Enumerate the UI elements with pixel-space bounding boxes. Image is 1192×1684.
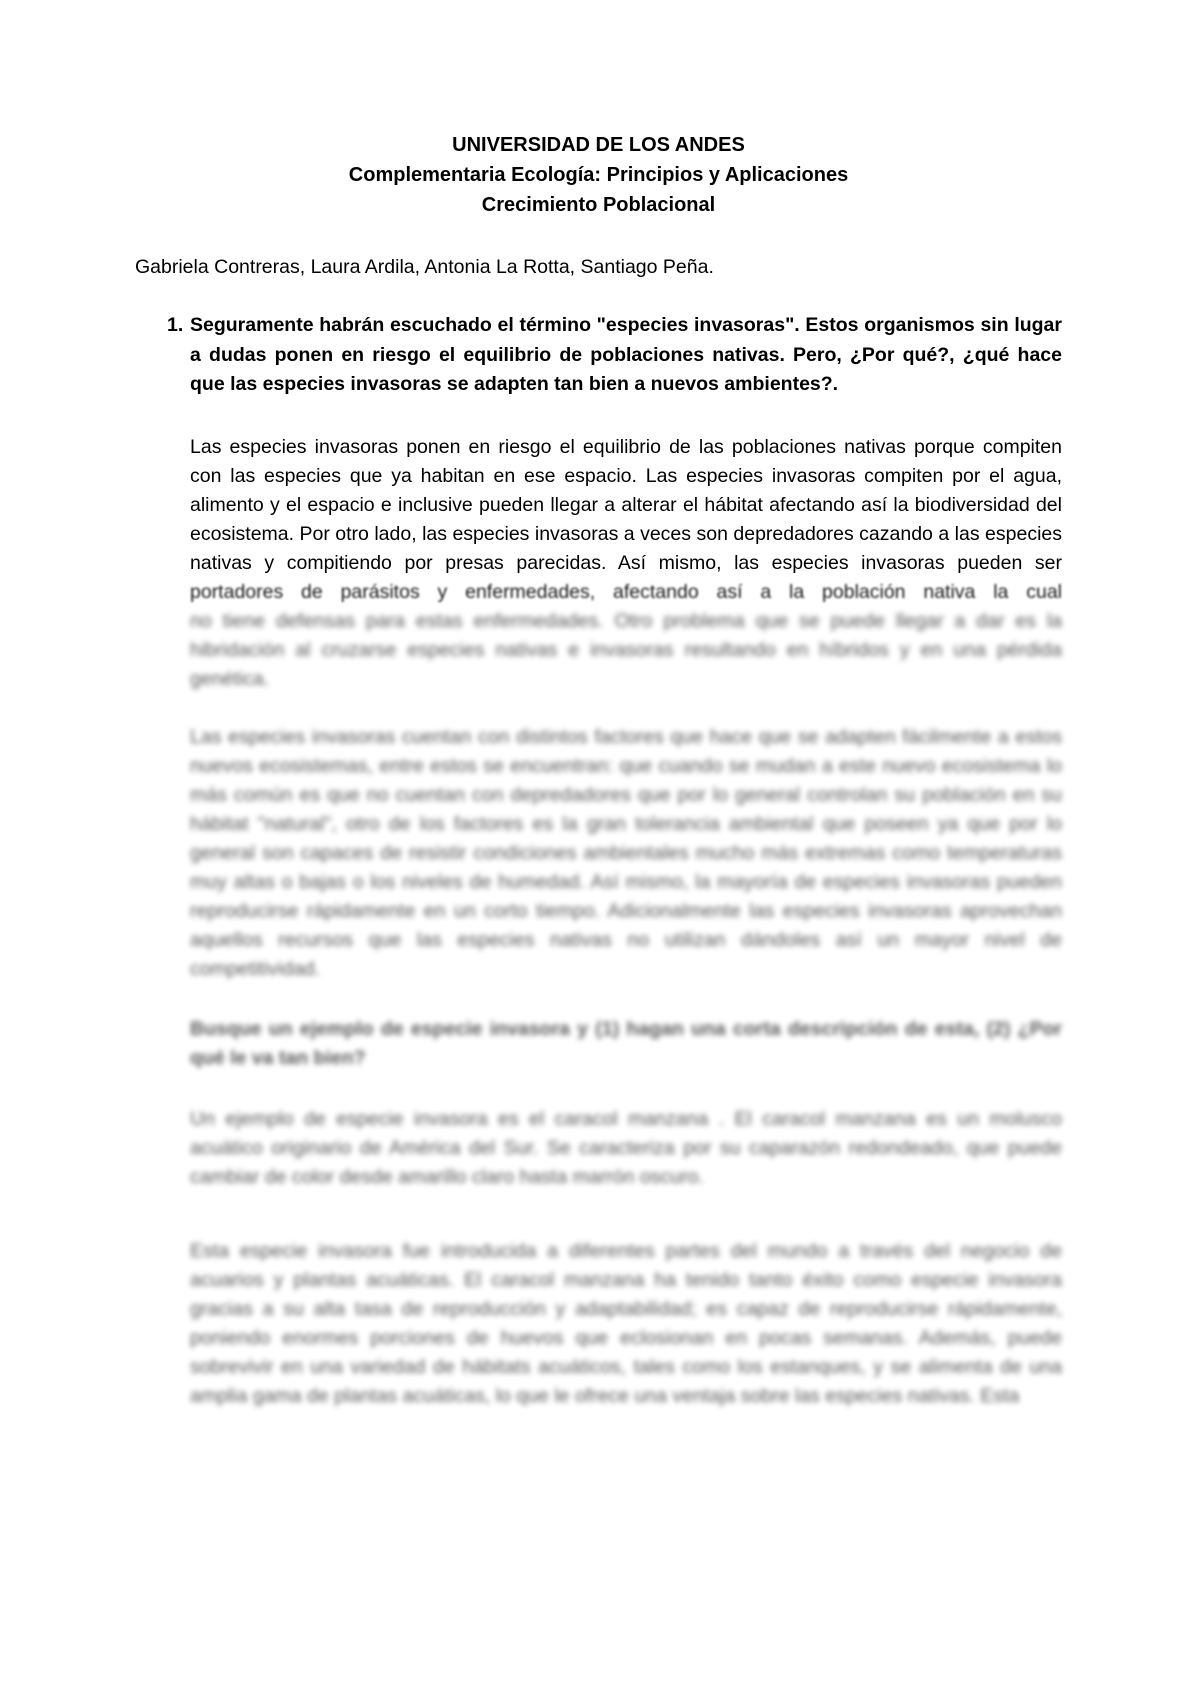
paragraph-1 [190, 433, 1062, 694]
paragraph-1-blurred-text: no tiene defensas para estas enfermedades. Otro problema que se puede llegar a dar es la hibridación al cruzarse especies nativas e invasoras resultando en híbridos y en una pérdida genética. [190, 609, 1062, 690]
question-1-number: 1. [167, 314, 184, 336]
title-line-course: Complementaria Ecología: Principios y Aplicaciones [348, 164, 849, 186]
question-1-text: Seguramente habrán escuchado el término "especies invasoras". Estos organismos sin lugar a dudas ponen en riesgo el equilibrio de poblaciones nativas. Pero, ¿Por qué?, ¿qué hace que las especies invasoras se adapten tan bien a nuevos ambientes?. [190, 314, 1062, 395]
subquestion-heading: Busque un ejemplo de especie invasora y (1) hagan una corta descripción de esta, (2) ¿Por qué le va tan bien? [190, 1017, 1062, 1069]
title-line-topic: Crecimiento Poblacional [481, 194, 716, 216]
authors-line: Gabriela Contreras, Laura Ardila, Antonia La Rotta, Santiago Peña. [135, 256, 714, 278]
title-line-university: UNIVERSIDAD DE LOS ANDES [452, 134, 745, 156]
paragraph-1-sharp-text: Las especies invasoras ponen en riesgo el equilibrio de las poblaciones nativas porque compiten con las especies que ya habitan en ese espacio. Las especies invasoras compiten por el agua, alimento y el espacio e inclusive pueden llegar a alterar el hábitat afectando así la biodiversidad del ecosistema. Por otro lado, las especies invasoras a veces son depredadores cazando a las especies nativas y compitiendo por presas parecidas. Así mismo, las especies invasoras pueden ser [190, 435, 1062, 574]
document-title [135, 130, 1062, 220]
paragraph-3: Un ejemplo de especie invasora es el caracol manzana . El caracol manzana es un molusco acuático originario de América del Sur. Se caracteriza por su caparazón redondeado, que puede cambiar de color desde amarillo claro hasta marrón oscuro. [190, 1107, 1062, 1188]
paragraph-1-semi-blurred-text: portadores de parásitos y enfermedades, afectando así a la población nativa la cual [190, 580, 1062, 603]
question-1 [167, 311, 1062, 400]
paragraph-2: Las especies invasoras cuentan con distintos factores que hace que se adapten fácilmente a estos nuevos ecosistemas, entre estos se encuentran: que cuando se mudan a este nuevo ecosistema lo más común es que no cuentan con depredadores que por lo general controlan su población en su hábitat "natural", otro de los factores es la gran tolerancia ambiental que poseen ya que por lo general son capaces de resistir condiciones ambientales mucho más extremas como temperaturas muy altas o bajas o los niveles de humedad. Así mismo, la mayoría de especies invasoras pueden reproducirse rápidamente en un corto tiempo. Adicionalmente las especies invasoras aprovechan aquellos recursos que las especies nativas no utilizan dándoles así un mayor nivel de competitividad. [190, 725, 1062, 980]
paragraph-4: Esta especie invasora fue introducida a diferentes partes del mundo a través del negocio de acuarios y plantas acuáticas. El caracol manzana ha tenido tanto éxito como especie invasora gracias a su alta tasa de reproducción y adaptabilidad; es capaz de reproducirse rápidamente, poniendo enormes porciones de huevos que eclosionan en pocas semanas. Además, puede sobrevivir en una variedad de hábitats acuáticos, tales como los estanques, y se alimenta de una amplia gama de plantas acuáticas, lo que le ofrece una ventaja sobre las especies nativas. Esta [190, 1239, 1062, 1407]
